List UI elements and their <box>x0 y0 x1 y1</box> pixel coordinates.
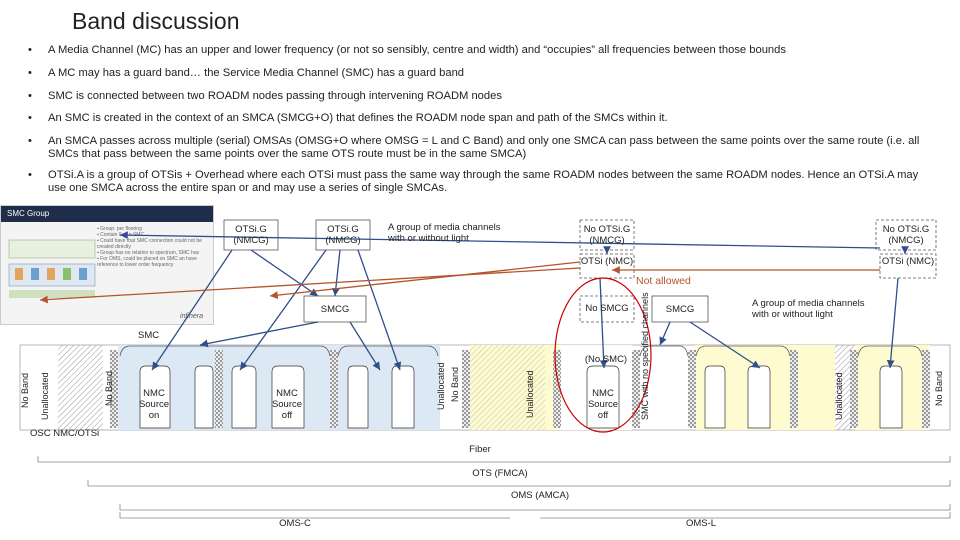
no-otsig-label: No OTSi.G (NMCG) <box>882 224 930 246</box>
channel-shape <box>748 366 770 428</box>
ots-label: OTS (FMCA) <box>472 468 528 479</box>
osc-label: OSC NMC/OTSi <box>30 428 100 439</box>
channel-shape <box>705 366 725 428</box>
no-band-label: No Band <box>104 370 114 406</box>
otsi-nmc-label: OTSi (NMC) <box>881 256 935 267</box>
arrow-otsig-to-smcg <box>251 250 318 296</box>
unallocated-band <box>58 345 103 430</box>
smc-no-channels-label: SMC with no specified channels <box>640 292 650 420</box>
unallocated-label: Unallocated <box>525 370 535 418</box>
channel-shape <box>232 366 256 428</box>
ots-bracket <box>88 480 950 486</box>
fiber-bracket <box>38 456 950 462</box>
not-allowed-label: Not allowed <box>636 275 691 287</box>
no-band-label: No Band <box>934 370 944 406</box>
oms-bracket <box>120 504 950 510</box>
nmc-source-off-label: NMC Source off <box>271 388 303 421</box>
channel-shape <box>880 366 902 428</box>
otsi-nmc-label: OTSi (NMC) <box>580 256 634 267</box>
guard-band <box>688 350 696 428</box>
guard-band <box>215 350 223 428</box>
oms-c-label: OMS-C <box>279 518 311 529</box>
otsig-left-label: OTSi.G (NMCG) <box>233 224 269 246</box>
nmc-source-off-label: NMC Source off <box>587 388 619 421</box>
thumbnail-logo: infinera <box>180 313 203 320</box>
channel-shape <box>348 366 368 428</box>
channel-shape <box>195 366 213 428</box>
no-otsig-label: No OTSi.G (NMCG) <box>583 224 631 246</box>
thumbnail-text: ▪ Group: per flooring ▪ Contain 0 or n SMC ▪ Could have that SMC connection could not be created directly ▪ Group has no relation to spectrum, SMC has ▪ For OMS, could be placed on SMC an have reference to lower order frequency <box>97 226 202 268</box>
guard-band <box>462 350 470 428</box>
page-title: Band discussion <box>72 8 240 34</box>
smcg-left-label: SMCG <box>320 304 350 315</box>
no-band-label: No Band <box>450 366 460 402</box>
nmc-source-on-label: NMC Source on <box>138 388 170 421</box>
guard-band <box>922 350 930 428</box>
unallocated-label: Unallocated <box>40 372 50 420</box>
arrow-otsi-to-smcg <box>270 262 580 296</box>
channel-shape <box>392 366 414 428</box>
oms-l-bracket <box>540 512 950 518</box>
unallocated-label: Unallocated <box>834 372 844 420</box>
fiber-label: Fiber <box>469 444 491 455</box>
guard-band <box>850 350 858 428</box>
no-smcg-label: No SMCG <box>585 303 629 314</box>
unallocated-label: Unallocated <box>436 362 446 410</box>
arrow-smcg-to-smc <box>660 322 670 345</box>
no-band-label: No Band <box>20 372 30 408</box>
otsig-mid-label: OTSi.G (NMCG) <box>325 224 361 246</box>
oms-label: OMS (AMCA) <box>510 490 570 501</box>
group-desc-label: A group of media channels with or without light <box>388 222 501 244</box>
guard-band <box>330 350 338 428</box>
arrow-smcg-to-smc <box>200 322 318 345</box>
group-desc-label: A group of media channels with or without light <box>752 298 865 320</box>
oms-l-label: OMS-L <box>685 518 717 529</box>
guard-band <box>790 350 798 428</box>
no-smc-label: (No SMC) <box>584 354 628 365</box>
thumbnail-header: SMC Group <box>1 206 213 222</box>
smcg-right-label: SMCG <box>665 304 695 315</box>
smc-label: SMC <box>138 330 160 341</box>
